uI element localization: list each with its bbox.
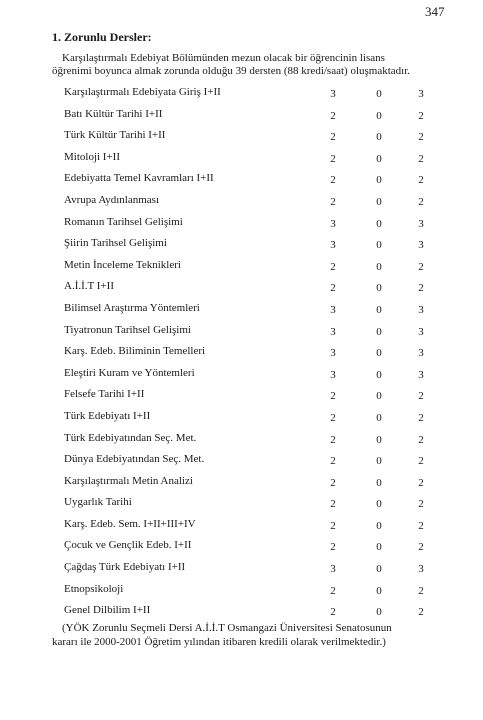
credits: 3 [418, 368, 424, 381]
course-row [64, 172, 444, 194]
course-row [64, 453, 444, 475]
theory-hours: 3 [330, 88, 336, 100]
course-row [64, 345, 444, 367]
credits: 2 [418, 109, 424, 122]
course-row [64, 496, 444, 518]
course-name: Uygarlık Tarihi [64, 496, 132, 509]
theory-hours: 2 [330, 390, 336, 403]
practice-hours: 0 [376, 498, 382, 511]
credits: 3 [418, 563, 424, 576]
course-row [64, 108, 444, 130]
theory-hours: 2 [330, 282, 336, 295]
credits: 2 [418, 260, 424, 273]
practice-hours: 0 [376, 325, 382, 338]
theory-hours: 2 [330, 541, 336, 554]
theory-hours: 2 [330, 411, 336, 424]
course-name: Metin İnceleme Teknikleri [64, 258, 181, 271]
course-name: Dünya Edebiyatından Seç. Met. [64, 453, 205, 466]
course-row [64, 324, 444, 346]
course-name: Türk Edebiyatından Seç. Met. [64, 431, 197, 444]
course-name: Karşılaştırmalı Metin Analizi [64, 474, 193, 487]
theory-hours: 3 [330, 239, 336, 252]
practice-hours: 0 [376, 174, 382, 187]
credits: 2 [418, 195, 424, 208]
practice-hours: 0 [376, 584, 382, 597]
course-name: Çağdaş Türk Edebiyatı I+II [64, 561, 186, 574]
practice-hours: 0 [376, 541, 382, 554]
credits: 2 [418, 174, 424, 187]
course-name: Mitoloji I+II [64, 150, 121, 163]
practice-hours: 0 [376, 519, 382, 532]
course-row [64, 475, 444, 497]
practice-hours: 0 [376, 217, 382, 230]
footnote-line-1: (YÖK Zorunlu Seçmeli Dersi A.İ.İ.T Osmangazi Üniversitesi Senatosunun [62, 622, 392, 634]
practice-hours: 0 [376, 195, 382, 208]
credits: 2 [418, 152, 424, 165]
practice-hours: 0 [376, 347, 382, 360]
course-name: Edebiyatta Temel Kavramları I+II [64, 172, 214, 185]
course-name: Karşılaştırmalı Edebiyata Giriş I+II [64, 86, 221, 98]
practice-hours: 0 [376, 303, 382, 316]
practice-hours: 0 [376, 368, 382, 381]
credits: 3 [418, 88, 424, 100]
footnote-line-2: kararı ile 2000-2001 Öğretim yılından itibaren kredili olarak verilmektedir.) [52, 636, 386, 648]
theory-hours: 3 [330, 563, 336, 576]
practice-hours: 0 [376, 563, 382, 576]
theory-hours: 2 [330, 519, 336, 532]
credits: 2 [418, 433, 424, 446]
course-name: Genel Dilbilim I+II [64, 604, 151, 617]
practice-hours: 0 [376, 109, 382, 122]
credits: 2 [418, 541, 424, 554]
theory-hours: 2 [330, 174, 336, 187]
course-name: Türk Edebiyatı I+II [64, 409, 151, 422]
course-name: Batı Kültür Tarihi I+II [64, 107, 163, 120]
course-row [64, 539, 444, 561]
credits: 2 [418, 519, 424, 532]
credits: 3 [418, 303, 424, 316]
course-name: Tiyatronun Tarihsel Gelişimi [64, 323, 191, 336]
credits: 2 [418, 606, 424, 619]
practice-hours: 0 [376, 260, 382, 273]
course-row [64, 237, 444, 259]
course-row [64, 151, 444, 173]
course-name: Türk Kültür Tarihi I+II [64, 129, 166, 142]
footnote [52, 621, 452, 649]
course-row [64, 518, 444, 540]
credits: 2 [418, 584, 424, 597]
course-row [64, 259, 444, 281]
practice-hours: 0 [376, 476, 382, 489]
course-name: Avrupa Aydınlanması [64, 193, 160, 206]
course-row [64, 561, 444, 583]
course-row [64, 302, 444, 324]
course-row [64, 129, 444, 151]
course-name: Şiirin Tarihsel Gelişimi [64, 237, 167, 250]
course-row [64, 583, 444, 605]
credits: 3 [418, 217, 424, 230]
course-name: Felsefe Tarihi I+II [64, 388, 145, 401]
intro-paragraph [52, 52, 450, 78]
credits: 3 [418, 347, 424, 360]
course-name: Karş. Edeb. Biliminin Temelleri [64, 345, 206, 358]
course-row [64, 410, 444, 432]
course-row [64, 86, 444, 108]
theory-hours: 2 [330, 260, 336, 273]
theory-hours: 2 [330, 606, 336, 619]
theory-hours: 2 [330, 476, 336, 489]
intro-line-1: Karşılaştırmalı Edebiyat Bölümünden mezun olacak bir öğrencinin lisans [62, 52, 385, 64]
credits: 3 [418, 325, 424, 338]
credits: 2 [418, 498, 424, 511]
course-name: Etnopsikoloji [64, 582, 124, 595]
course-row [64, 367, 444, 389]
practice-hours: 0 [376, 411, 382, 424]
theory-hours: 3 [330, 303, 336, 316]
credits: 2 [418, 390, 424, 403]
theory-hours: 3 [330, 325, 336, 338]
credits: 2 [418, 476, 424, 489]
theory-hours: 2 [330, 131, 336, 144]
theory-hours: 2 [330, 109, 336, 122]
course-row [64, 216, 444, 238]
practice-hours: 0 [376, 239, 382, 252]
practice-hours: 0 [376, 433, 382, 446]
credits: 3 [418, 239, 424, 252]
practice-hours: 0 [376, 131, 382, 144]
theory-hours: 2 [330, 195, 336, 208]
course-row [64, 432, 444, 454]
course-list [64, 86, 444, 626]
practice-hours: 0 [376, 455, 382, 468]
theory-hours: 3 [330, 347, 336, 360]
practice-hours: 0 [376, 606, 382, 619]
course-name: Karş. Edeb. Sem. I+II+III+IV [64, 517, 196, 530]
credits: 2 [418, 455, 424, 468]
practice-hours: 0 [376, 282, 382, 295]
page-number: 347 [425, 4, 445, 19]
section-title: 1. Zorunlu Dersler: [52, 30, 152, 44]
practice-hours: 0 [376, 390, 382, 403]
practice-hours: 0 [376, 152, 382, 165]
course-name: Romanın Tarihsel Gelişimi [64, 215, 183, 228]
intro-line-2: öğrenimi boyunca almak zorunda olduğu 39 dersten (88 kredi/saat) oluşmaktadır. [52, 65, 411, 77]
course-name: Çocuk ve Gençlik Edeb. I+II [64, 539, 192, 552]
theory-hours: 2 [330, 455, 336, 468]
course-name: A.İ.İ.T I+II [64, 280, 114, 293]
course-name: Eleştiri Kuram ve Yöntemleri [64, 366, 195, 379]
course-row [64, 280, 444, 302]
theory-hours: 2 [330, 498, 336, 511]
course-row [64, 388, 444, 410]
course-row [64, 194, 444, 216]
course-name: Bilimsel Araştırma Yöntemleri [64, 301, 200, 314]
practice-hours: 0 [376, 88, 382, 100]
theory-hours: 2 [330, 584, 336, 597]
theory-hours: 2 [330, 152, 336, 165]
theory-hours: 3 [330, 368, 336, 381]
credits: 2 [418, 411, 424, 424]
theory-hours: 2 [330, 433, 336, 446]
credits: 2 [418, 282, 424, 295]
credits: 2 [418, 131, 424, 144]
theory-hours: 3 [330, 217, 336, 230]
